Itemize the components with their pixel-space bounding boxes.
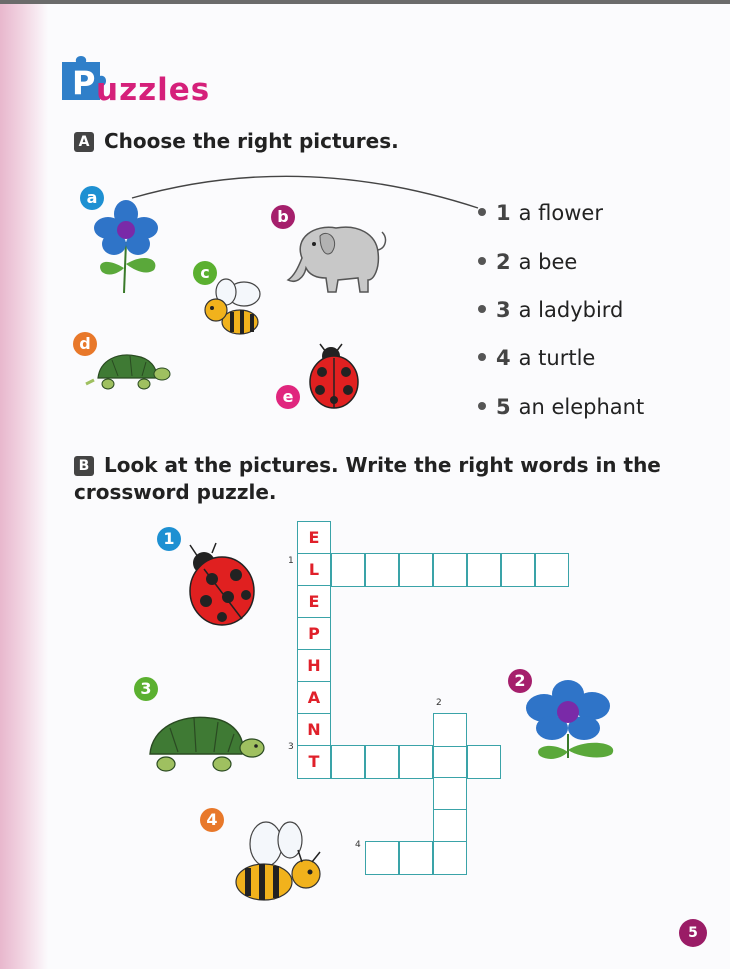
crossword-cell-filled: A <box>297 681 331 715</box>
option-bullet-icon <box>478 257 486 265</box>
turtle-picture <box>84 348 170 394</box>
crossword-cell[interactable] <box>433 713 467 747</box>
section-b-heading <box>74 452 664 506</box>
option-3: 3 a ladybird <box>478 298 623 322</box>
clue-number-1: 1 <box>288 556 294 566</box>
crossword-cell[interactable] <box>365 841 399 875</box>
clue-number-3: 3 <box>288 742 294 752</box>
option-2: 2 a bee <box>478 250 577 274</box>
elephant-picture <box>284 218 394 298</box>
crossword-cell[interactable] <box>433 553 467 587</box>
ladybird-picture <box>302 342 366 412</box>
crossword-cell[interactable] <box>433 745 467 779</box>
crossword-cell-filled: N <box>297 713 331 747</box>
section-a-label: A <box>74 132 94 152</box>
crossword-cell-filled: P <box>297 617 331 651</box>
section-a-instruction: Choose the right pictures. <box>104 129 399 153</box>
crossword-cell[interactable] <box>399 841 433 875</box>
option-bullet-icon <box>478 402 486 410</box>
option-1: 1 a flower <box>478 201 603 225</box>
option-bullet-icon <box>478 353 486 361</box>
crossword-cell[interactable] <box>433 841 467 875</box>
title-initial-letter: P <box>72 64 96 102</box>
crossword-cell-filled: E <box>297 585 331 619</box>
crossword-cell[interactable] <box>331 553 365 587</box>
option-bullet-icon <box>478 305 486 313</box>
title-word: uzzles <box>96 72 211 108</box>
crossword-cell[interactable] <box>365 553 399 587</box>
badge-b: b <box>271 205 295 229</box>
crossword-cell[interactable] <box>365 745 399 779</box>
badge-3: 3 <box>134 677 158 701</box>
ladybird-picture-large <box>176 545 260 631</box>
clue-number-4: 4 <box>355 840 361 850</box>
option-bullet-icon <box>478 208 486 216</box>
crossword-cell-filled: T <box>297 745 331 779</box>
badge-a: a <box>80 186 104 210</box>
crossword-cell-filled: E <box>297 521 331 555</box>
option-5: 5 an elephant <box>478 395 644 419</box>
crossword-cell[interactable] <box>535 553 569 587</box>
badge-d: d <box>73 332 97 356</box>
page-number: 5 <box>679 919 707 947</box>
flower-picture <box>94 198 166 298</box>
bee-picture-large <box>230 820 340 906</box>
badge-2: 2 <box>508 669 532 693</box>
crossword-cell[interactable] <box>467 745 501 779</box>
badge-e: e <box>276 385 300 409</box>
badge-c: c <box>193 261 217 285</box>
badge-4: 4 <box>200 808 224 832</box>
turtle-picture-large <box>136 710 268 776</box>
crossword-cell[interactable] <box>501 553 535 587</box>
clue-number-2: 2 <box>436 698 442 708</box>
flower-picture-large <box>520 678 630 768</box>
bee-picture <box>196 276 266 344</box>
crossword-cell-filled: H <box>297 649 331 683</box>
crossword-cell[interactable] <box>331 745 365 779</box>
section-b-instruction: Look at the pictures. Write the right words in the crossword puzzle. <box>74 453 661 504</box>
crossword-cell[interactable] <box>433 809 467 843</box>
crossword-cell[interactable] <box>433 777 467 811</box>
badge-1: 1 <box>157 527 181 551</box>
crossword-cell-filled: L <box>297 553 331 587</box>
option-4: 4 a turtle <box>478 346 595 370</box>
crossword-cell[interactable] <box>399 745 433 779</box>
crossword-cell[interactable] <box>399 553 433 587</box>
crossword-cell[interactable] <box>467 553 501 587</box>
section-b-label: B <box>74 456 94 476</box>
